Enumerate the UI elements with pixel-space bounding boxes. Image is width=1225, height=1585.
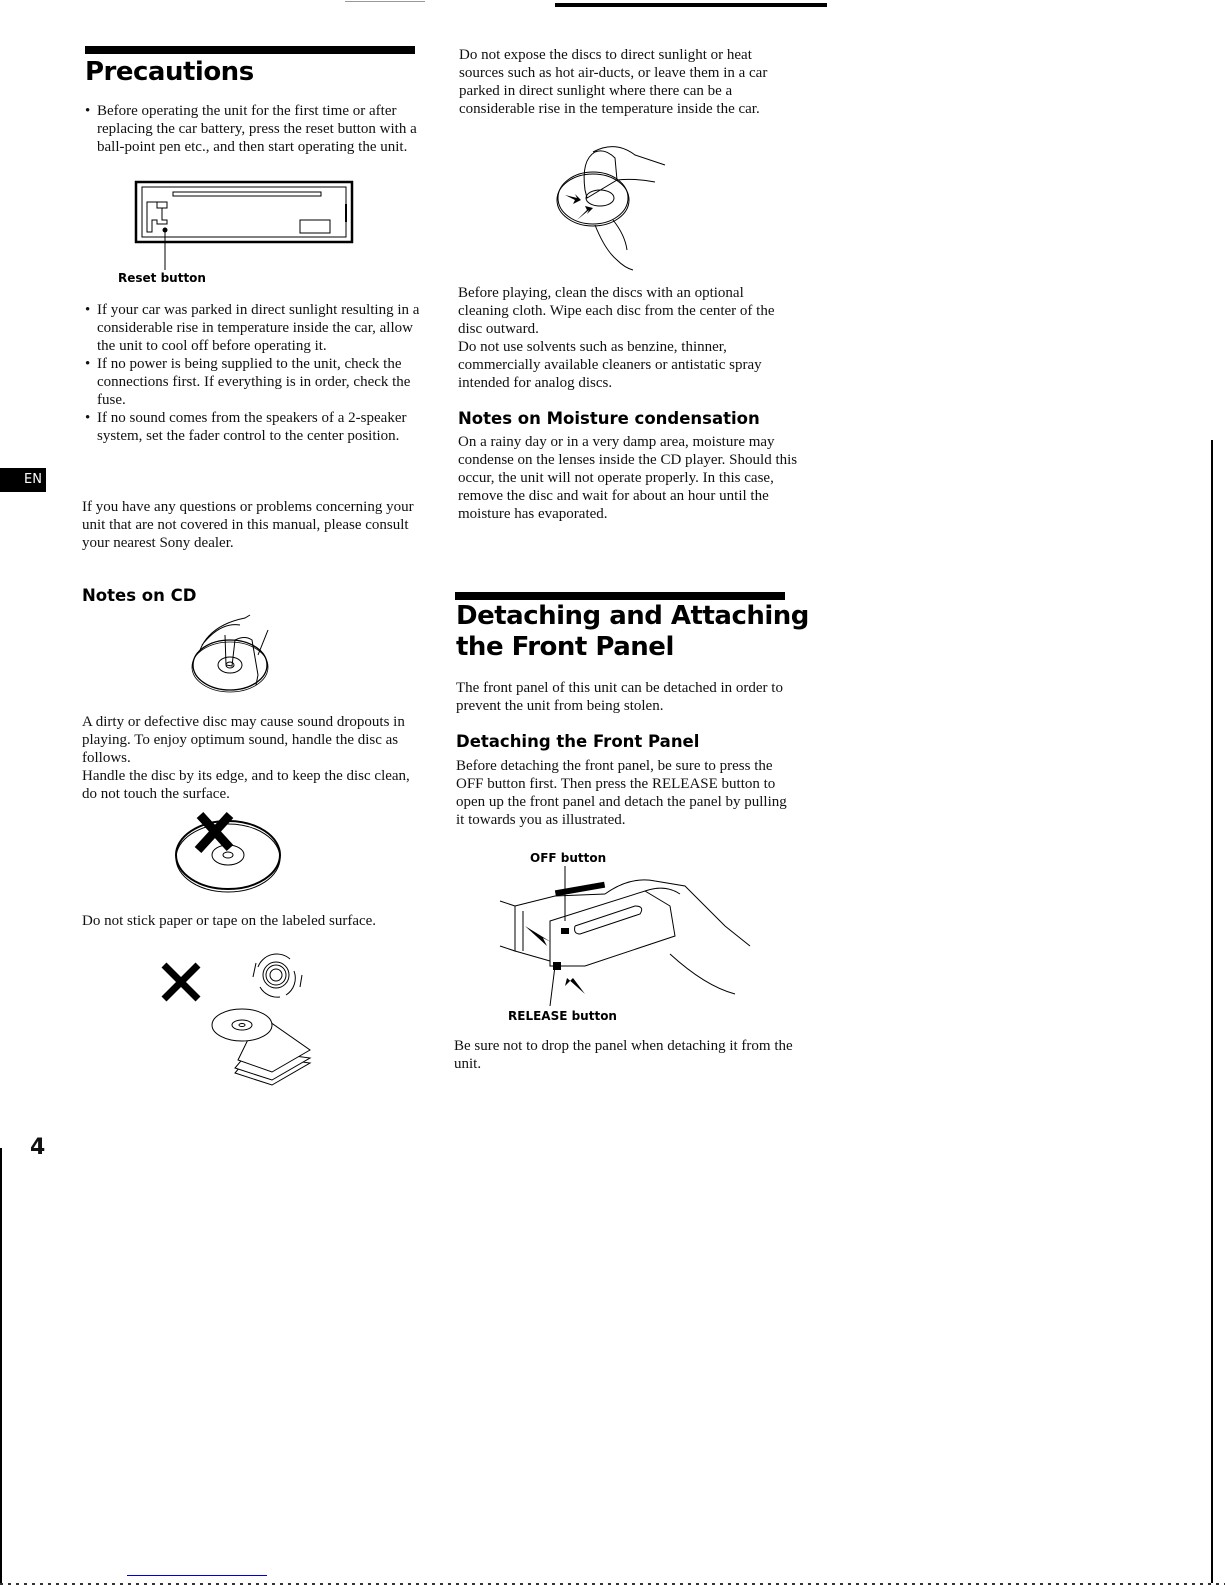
sunlight-warning: Do not expose the discs to direct sunlight or heat sources such as hot air-ducts, or leave them in a car parked in direct sunlight where there can be a considerable rise in the temperature inside the car. <box>459 47 768 117</box>
disc-handling-illustration <box>190 610 280 695</box>
language-tab: EN <box>0 468 46 492</box>
footer-link-line <box>127 1575 267 1576</box>
scan-artifact-top <box>555 3 827 7</box>
off-button-caption: OFF button <box>530 851 607 865</box>
notes-cd-para2: Handle the disc by its edge, and to keep the disc clean, do not touch the surface. <box>82 768 410 802</box>
section-title-detach-attach-1: Detaching and Attaching <box>456 601 809 631</box>
page-edge-right <box>1211 440 1213 1585</box>
precautions-closing: If you have any questions or problems concerning your unit that are not covered in this manual, please consult your nearest Sony dealer. <box>82 499 414 551</box>
release-button-caption: RELEASE button <box>508 1009 617 1023</box>
bullet-item: • Before operating the unit for the first time or after replacing the car battery, press the reset button with a ball-point pen etc., and then start operating the unit. <box>85 102 420 156</box>
moisture-body: On a rainy day or in a very damp area, moisture may condense on the lenses inside the CD player. Should this occur, the unit will not operate properly. In this case, remove the disc and wait for about an hour until the moisture has evaporated. <box>458 434 798 522</box>
precautions-bullets-1 <box>85 102 420 156</box>
section-title-precautions: Precautions <box>85 57 254 87</box>
detaching-warning: Be sure not to drop the panel when detaching it from the unit. <box>454 1038 793 1072</box>
bullet-item: • If no power is being supplied to the unit, check the connections first. If everything is in order, check the fuse. <box>85 355 420 409</box>
section-title-detach-attach-2: the Front Panel <box>456 632 674 662</box>
page-edge-left <box>0 1148 2 1585</box>
section-title-moisture: Notes on Moisture condensation <box>458 409 760 428</box>
detach-panel-illustration <box>495 866 755 1006</box>
cleaning-para1: Before playing, clean the discs with an optional cleaning cloth. Wipe each disc from the center of the disc outward. <box>458 285 775 337</box>
section-rule <box>85 46 415 54</box>
notes-cd-para1: A dirty or defective disc may cause sound dropouts in playing. To enjoy optimum sound, handle the disc as follows. <box>82 714 405 766</box>
section-title-notes-cd: Notes on CD <box>82 586 197 605</box>
do-not-touch-surface-illustration <box>170 810 290 895</box>
scan-artifact-top-faint <box>345 1 425 2</box>
detaching-body: Before detaching the front panel, be sure to press the OFF button first. Then press the RELEASE button to open up the front panel and detach the panel by pulling it towards you as illustrated. <box>456 758 787 828</box>
reset-button-caption: Reset button <box>118 271 206 285</box>
detach-attach-intro: The front panel of this unit can be detached in order to prevent the unit from being stolen. <box>456 680 783 714</box>
notes-cd-para3: Do not stick paper or tape on the labeled surface. <box>82 913 377 929</box>
cleaning-para2: Do not use solvents such as benzine, thinner, commercially available cleaners or antistatic spray intended for analog discs. <box>458 339 762 391</box>
reset-button-illustration <box>135 180 355 270</box>
section-rule <box>455 592 785 600</box>
section-title-detaching: Detaching the Front Panel <box>456 732 700 751</box>
precautions-bullets-2 <box>85 301 420 445</box>
no-tape-illustration <box>160 955 330 1090</box>
disc-cleaning-illustration <box>555 140 675 275</box>
bullet-item: • If no sound comes from the speakers of a 2-speaker system, set the fader control to the center position. <box>85 409 420 445</box>
page-number: 4 <box>30 1135 46 1160</box>
bullet-item: • If your car was parked in direct sunlight resulting in a considerable rise in temperature inside the car, allow the unit to cool off before operating it. <box>85 301 420 355</box>
